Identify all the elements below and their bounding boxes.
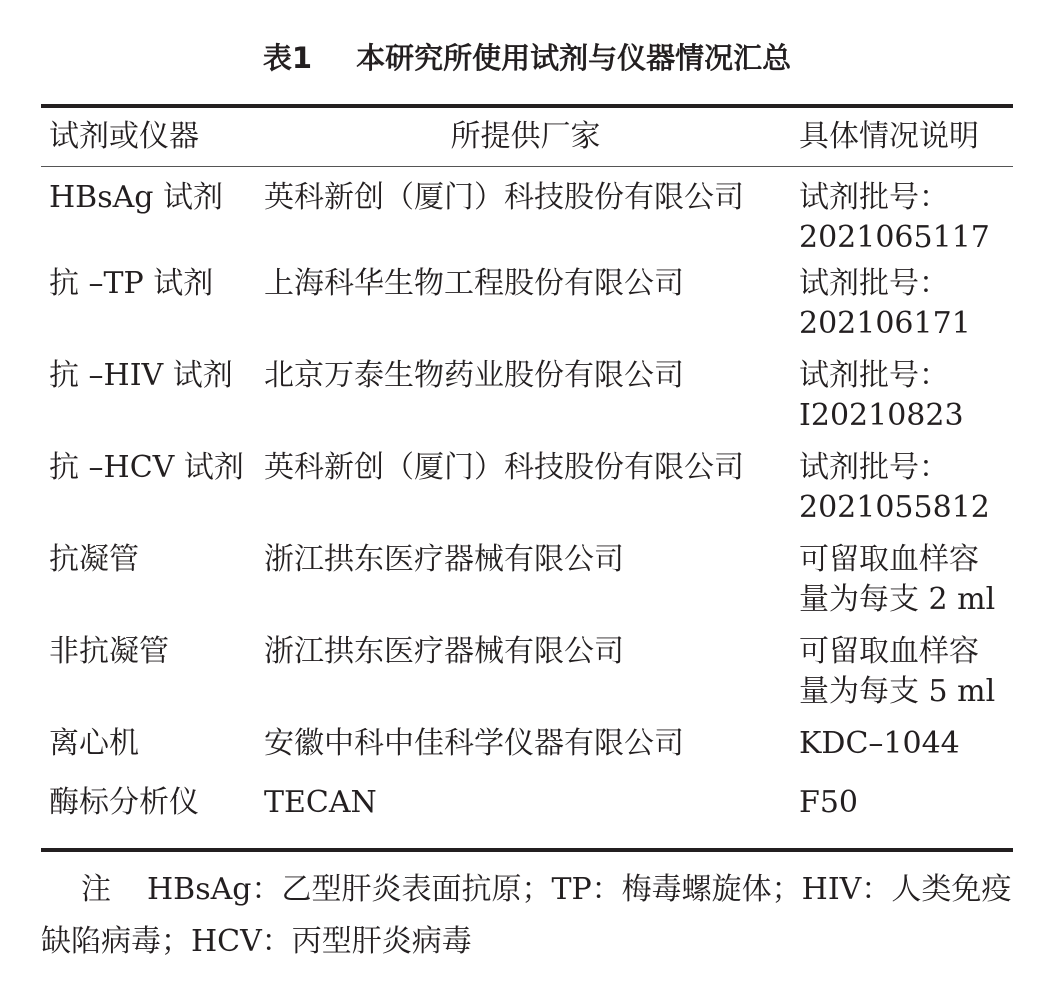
detail-line-1: 试剂批号： xyxy=(799,358,949,393)
cell-item: 抗 –HIV 试剂 xyxy=(49,358,233,393)
cell-detail xyxy=(793,777,1013,836)
table-row xyxy=(41,777,1013,836)
note-label: 注 xyxy=(81,872,111,907)
detail-line-1: 可留取血样容 xyxy=(799,634,979,669)
cell-item: 离心机 xyxy=(49,726,139,761)
table-row xyxy=(41,258,1013,350)
cell-item: HBsAg 试剂 xyxy=(49,180,224,215)
detail-line-2: 量为每支 2 ml xyxy=(799,582,996,617)
cell-vendor: 北京万泰生物药业股份有限公司 xyxy=(264,358,684,393)
column-header-item: 试剂或仪器 xyxy=(49,119,199,154)
cell-vendor: 英科新创（厦门）科技股份有限公司 xyxy=(264,180,744,215)
table-row xyxy=(41,442,1013,534)
cell-vendor: 安徽中科中佳科学仪器有限公司 xyxy=(264,726,684,761)
column-header-detail: 具体情况说明 xyxy=(799,119,979,154)
detail-line-2: 量为每支 5 ml xyxy=(799,674,996,709)
cell-detail xyxy=(793,626,1013,718)
cell-item: 酶标分析仪 xyxy=(49,785,199,820)
detail-line-1: KDC–1044 xyxy=(799,726,960,761)
table-row xyxy=(41,534,1013,626)
bottom-rule xyxy=(41,848,1013,852)
cell-detail xyxy=(793,442,1013,534)
detail-line-2: 202106171 xyxy=(799,306,971,341)
table-note xyxy=(41,864,1013,968)
cell-vendor: 上海科华生物工程股份有限公司 xyxy=(264,266,684,301)
cell-item: 抗 –HCV 试剂 xyxy=(49,450,244,485)
detail-line-2: 2021065117 xyxy=(799,220,990,255)
table-caption xyxy=(0,36,1054,80)
cell-detail xyxy=(793,718,1013,777)
cell-detail xyxy=(793,534,1013,626)
detail-line-1: 试剂批号： xyxy=(799,450,949,485)
detail-line-2: 2021055812 xyxy=(799,490,990,525)
table-row xyxy=(41,350,1013,442)
cell-item: 抗凝管 xyxy=(49,542,139,577)
table-title: 本研究所使用试剂与仪器情况汇总 xyxy=(356,41,792,75)
detail-line-1: F50 xyxy=(799,785,858,820)
detail-line-2: I20210823 xyxy=(799,398,964,433)
table-number: 表1 xyxy=(262,41,313,75)
detail-line-1: 可留取血样容 xyxy=(799,542,979,577)
cell-vendor: TECAN xyxy=(264,785,377,820)
cell-detail xyxy=(793,166,1013,258)
table-row xyxy=(41,626,1013,718)
cell-detail xyxy=(793,350,1013,442)
table-row xyxy=(41,166,1013,258)
cell-item: 非抗凝管 xyxy=(49,634,169,669)
table-row xyxy=(41,718,1013,777)
reagent-instrument-table xyxy=(41,108,1013,836)
cell-vendor: 英科新创（厦门）科技股份有限公司 xyxy=(264,450,744,485)
note-text: HBsAg：乙型肝炎表面抗原；TP：梅毒螺旋体；HIV：人类免疫缺陷病毒；HCV：丙型肝炎病毒 xyxy=(41,872,1012,959)
table-header-row xyxy=(41,108,1013,166)
detail-line-1: 试剂批号： xyxy=(799,180,949,215)
cell-detail xyxy=(793,258,1013,350)
cell-vendor: 浙江拱东医疗器械有限公司 xyxy=(264,542,624,577)
cell-vendor: 浙江拱东医疗器械有限公司 xyxy=(264,634,624,669)
detail-line-1: 试剂批号： xyxy=(799,266,949,301)
column-header-vendor: 所提供厂家 xyxy=(450,119,601,154)
cell-item: 抗 –TP 试剂 xyxy=(49,266,214,301)
